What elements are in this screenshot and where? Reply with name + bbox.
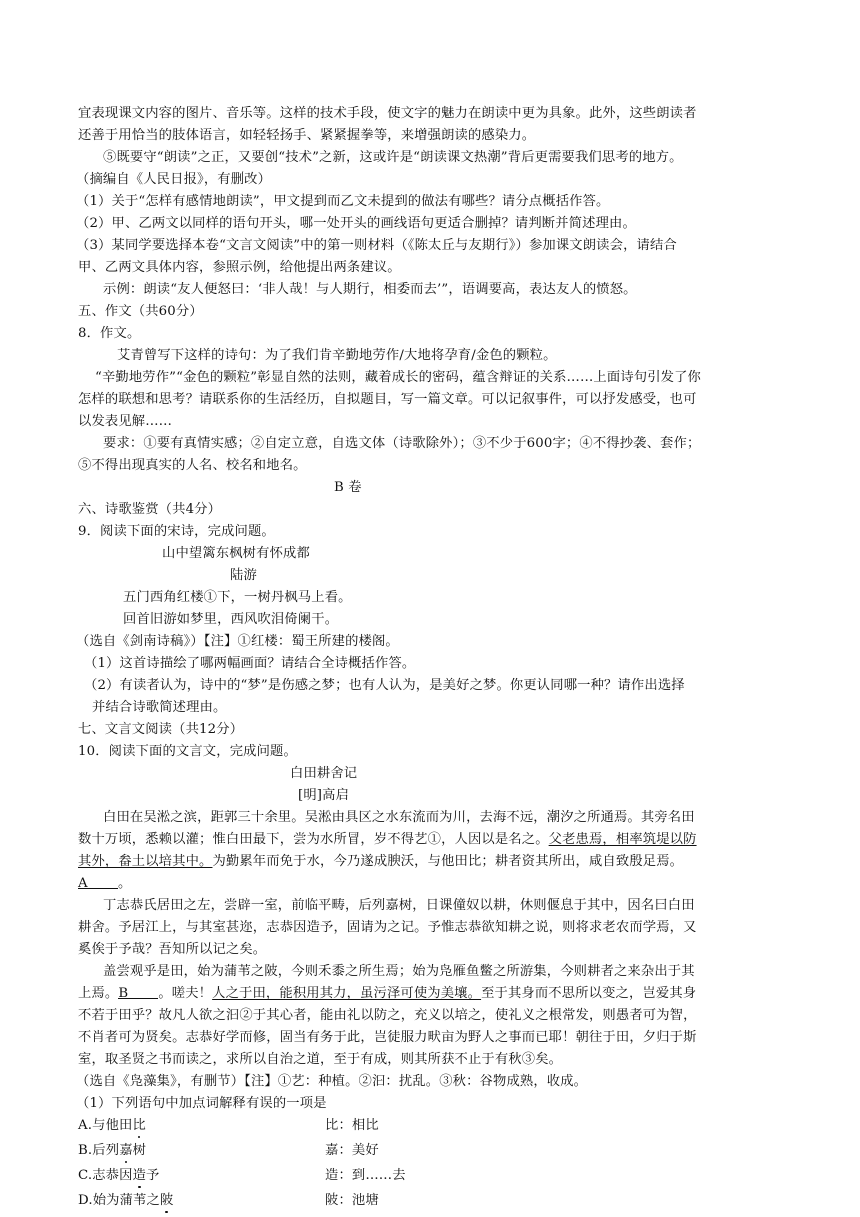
option-c: C.志恭因造予 造：到……去 bbox=[78, 1166, 159, 1186]
poem-title: 山中望篱东枫树有怀成都 bbox=[162, 546, 310, 561]
question-10-1: （1）下列语句中加点词解释有误的一项是 bbox=[76, 1096, 327, 1111]
example-line: 示例：朗读“友人便怒曰：‘非人哉！与人期行，相委而去’”，语调要高，表达友人的愤怒。 bbox=[103, 282, 637, 297]
essay-line: 奚俟于予哉？吾知所以记之矣。 bbox=[78, 942, 267, 957]
option-d: D.始为蒲苇之陂 陂：池塘 bbox=[78, 1191, 173, 1211]
blank-a-line: A 。 bbox=[78, 876, 132, 891]
essay-line: 盖尝观乎是田，始为蒲苇之陂，今则禾黍之所生焉；始为凫雁鱼鳖之所游集，今则耕者之来杂出于其 bbox=[103, 964, 695, 979]
requirements: 要求：①要有真情实感；②自定立意，自选文体（诗歌除外）；③不少于600字；④不得抄袭、套作； bbox=[103, 436, 701, 451]
dotted-word: 比 bbox=[132, 1118, 146, 1133]
section-heading-composition: 五、作文（共60分） bbox=[78, 304, 203, 319]
essay-line: 耕舍。予居江上，与其室甚迩，志恭因造予，固请为之记。予惟志恭欲知耕之说，则将求老农而学焉，又 bbox=[78, 920, 697, 935]
poem-source-note: （选自《剑南诗稿》）【注】①红楼：蜀王所建的楼阁。 bbox=[76, 634, 399, 649]
essay-source-note: （选自《凫藻集》，有删节）【注】①艺：种植。②汩：扰乱。③秋：谷物成熟，收成。 bbox=[76, 1074, 588, 1089]
prompt-line: 以发表见解…… bbox=[78, 414, 173, 429]
question-9-1: （1）这首诗描绘了哪两幅画面？请结合全诗概括作答。 bbox=[84, 656, 416, 671]
text-line: 还善于用恰当的肢体语言，如轻轻扬手、紧紧握拳等，来增强朗读的感染力。 bbox=[78, 128, 536, 143]
dotted-word: 陂 bbox=[159, 1193, 174, 1208]
essay-line: 不肖者可为贤矣。志恭好学而修，固当有务于此，岂徒服力畎亩为野人之事而已耶！朝往于田，夕归于斯 bbox=[78, 1030, 697, 1045]
essay-line: 不若于田乎？故凡人欲之汩②于其心者，能由礼以防之，充义以培之，使礼义之根常发，则愚者可为智， bbox=[78, 1008, 697, 1023]
question-7-1: （1）关于“怎样有感情地朗读”，甲文提到而乙文未提到的做法有哪些？请分点概括作答。 bbox=[76, 194, 610, 209]
text-line: 甲、乙两文具体内容，参照示例，给他提出两条建议。 bbox=[78, 260, 401, 275]
poem-quote: 艾青曾写下这样的诗句：为了我们肯辛勤地劳作/大地将孕育/金色的颗粒。 bbox=[117, 348, 557, 363]
underlined-sentence: 父老患焉，相率筑堤以防 bbox=[548, 832, 697, 847]
question-10: 10．阅读下面的文言文，完成问题。 bbox=[78, 744, 297, 759]
section-heading-poetry: 六、诗歌鉴赏（共4分） bbox=[78, 502, 222, 517]
question-9-2-cont: 并结合诗歌简述理由。 bbox=[92, 700, 227, 715]
prompt-line: 怎样的联想和思考？请联系你的生活经历，自拟题目，写一篇文章。可以记叙事件，可以抒发感受，也可 bbox=[78, 392, 697, 407]
essay-line: 室，取圣贤之书而读之，求所以自治之道，至于有成，则其所获不止于有秋③矣。 bbox=[78, 1052, 563, 1067]
section-heading-classical: 七、文言文阅读（共12分） bbox=[78, 722, 244, 737]
dotted-word: 嘉 bbox=[119, 1143, 133, 1158]
blank-a: A bbox=[78, 874, 118, 889]
poem-line: 回首旧游如梦里，西风吹泪倚阑干。 bbox=[123, 612, 339, 627]
option-gloss: 比：相比 bbox=[325, 1118, 379, 1133]
option-gloss: 造：到……去 bbox=[325, 1168, 406, 1183]
poem-line: 五门西角红楼①下，一树丹枫马上看。 bbox=[123, 590, 352, 605]
essay-line: 白田在吴淞之滨，距郭三十余里。吴淞由具区之水东流而为川，去海不远，潮汐之所通焉。其旁名田 bbox=[103, 810, 695, 825]
option-a: A.与他田比 比：相比 bbox=[78, 1116, 146, 1136]
prompt-line: “辛勤地劳作”“金色的颗粒”彰显自然的法则，藏着成长的密码，蕴含辩证的关系……上面诗句引发了你 bbox=[95, 370, 702, 385]
essay-author: [明]高启 bbox=[298, 788, 350, 803]
option-gloss: 嘉：美好 bbox=[325, 1143, 379, 1158]
requirements: ⑤不得出现真实的人名、校名和地名。 bbox=[78, 458, 307, 473]
text-line: 宜表现课文内容的图片、音乐等。这样的技术手段，使文字的魅力在朗读中更为具象。此外，这些朗读者 bbox=[78, 106, 697, 121]
essay-title: 白田耕舍记 bbox=[290, 766, 358, 781]
question-9: 9．阅读下面的宋诗，完成问题。 bbox=[78, 524, 275, 539]
essay-line: 其外，畚土以培其中。为勤累年而免于水，今乃遂成腴沃，与他田比；耕者资其所出，咸自致殷足焉。 bbox=[78, 854, 684, 869]
essay-line: 上焉。B 。嗟夫！人之于田，能积用其力，虽污泽可使为美壤。至于其身而不思所以变之，岂爱其身 bbox=[78, 986, 697, 1001]
question-9-2: （2）有读者认为，诗中的“梦”是伤感之梦；也有人认为，是美好之梦。你更认同哪一种？请作出选择 bbox=[84, 678, 685, 693]
poem-author: 陆游 bbox=[230, 568, 257, 583]
option-gloss: 陂：池塘 bbox=[325, 1193, 379, 1208]
dotted-word: 造 bbox=[132, 1168, 147, 1183]
essay-line: 数十万顷，悉赖以灌；惟白田最下，尝为水所冒，岁不得艺①，人因以是名之。父老患焉，相率筑堤以防 bbox=[78, 832, 697, 847]
question-7-2: （2）甲、乙两文以同样的语句开头，哪一处开头的画线语句更适合删掉？请判断并简述理由。 bbox=[76, 216, 636, 231]
essay-line: 丁志恭氏居田之左，尝辟一室，前临平畴，后列嘉树，日课僮奴以耕，休则偃息于其中，因名曰白田 bbox=[103, 898, 695, 913]
part-b-title: B 卷 bbox=[334, 480, 362, 495]
question-7-3: （3）某同学要选择本卷“文言文阅读”中的第一则材料（《陈太丘与友期行》）参加课文朗读会，请结合 bbox=[76, 238, 677, 253]
question-8: 8．作文。 bbox=[78, 326, 141, 341]
source-note: （摘编自《人民日报》，有删改） bbox=[76, 172, 272, 187]
blank-b: B bbox=[118, 984, 158, 999]
paragraph-5: ⑤既要守“朗读”之正，又要创“技术”之新，这或许是“朗读课文热潮”背后更需要我们思考的地方。 bbox=[103, 150, 683, 165]
underlined-sentence: 人之于田，能积用其力，虽污泽可使为美壤。 bbox=[212, 986, 482, 1001]
option-b: B.后列嘉树 嘉：美好 bbox=[78, 1141, 146, 1161]
underlined-sentence: 其外，畚土以培其中。 bbox=[78, 854, 213, 869]
